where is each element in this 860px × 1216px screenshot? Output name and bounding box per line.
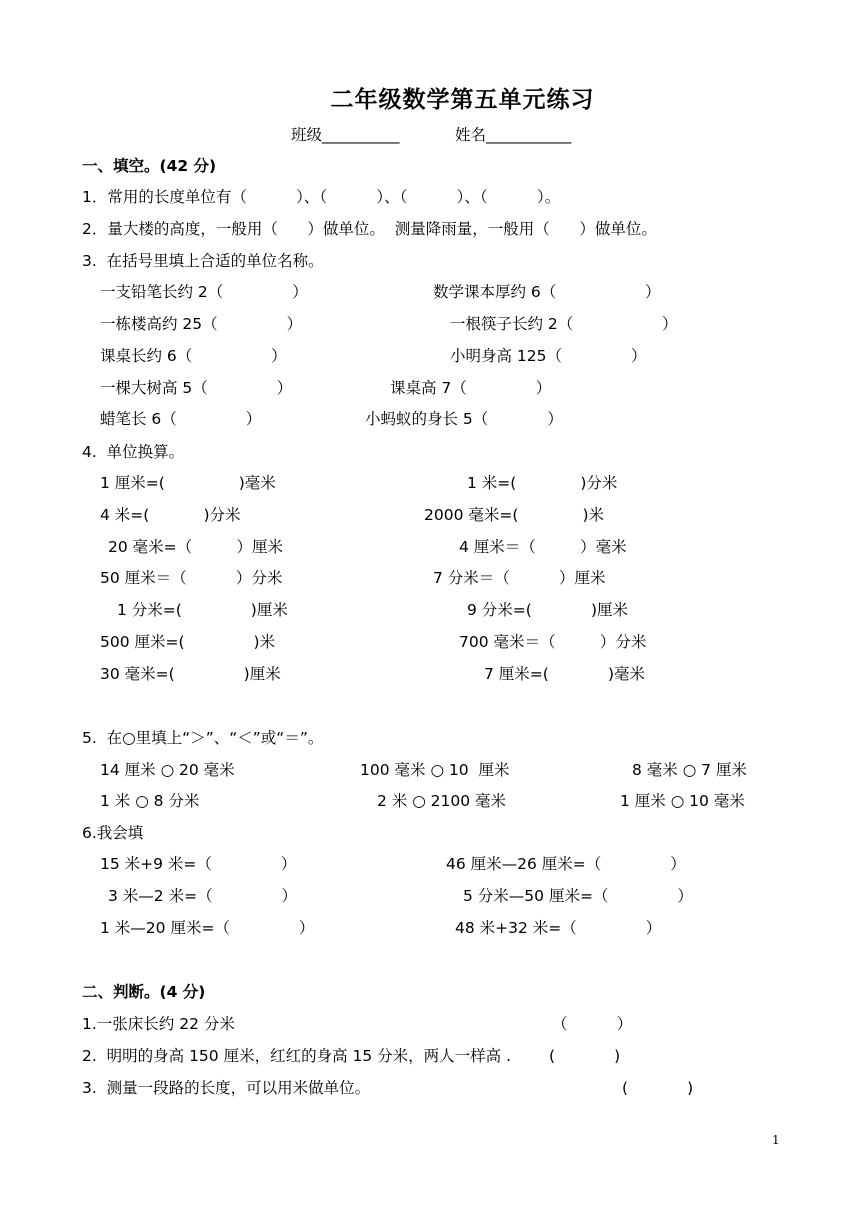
q3-item: 蜡笔长 6（ ） xyxy=(100,410,262,428)
judge-item: 3. 测量一段路的长度，可以用米做单位。 xyxy=(82,1079,371,1097)
q5-item: 14 厘米 ○ 20 毫米 xyxy=(100,761,235,779)
page-number: 1 xyxy=(772,1133,780,1147)
q3-item: 课桌长约 6（ ） xyxy=(100,347,287,365)
judge-item: 2. 明明的身高 150 厘米，红红的身高 15 分米，两人一样高 . xyxy=(82,1047,512,1065)
q5-item: 100 毫米 ○ 10 厘米 xyxy=(360,761,510,779)
question-6-prompt: 6.我会填 xyxy=(82,824,144,842)
q4-item: 30 毫米=( )厘米 xyxy=(100,665,281,683)
q4-item: 4 厘米＝（ ）毫米 xyxy=(459,538,627,556)
page-title: 二年级数学第五单元练习 xyxy=(330,87,595,113)
q3-item: 一栋楼高约 25（ ） xyxy=(100,315,303,333)
question-1: 1．常用的长度单位有（ ）、（ ）、（ ）、（ ）。 xyxy=(82,188,561,206)
q3-item: 小蚂蚁的身长 5（ ） xyxy=(365,410,563,428)
judge-item: 1.一张床长约 22 分米 xyxy=(82,1015,235,1033)
class-field: 班级__________ xyxy=(291,126,400,144)
q5-item: 1 厘米 ○ 10 毫米 xyxy=(620,792,745,810)
q4-item: 50 厘米＝（ ）分米 xyxy=(100,569,283,587)
q3-item: 课桌高 7（ ） xyxy=(390,379,552,397)
q4-item: 20 毫米=（ ）厘米 xyxy=(108,538,283,556)
q5-item: 8 毫米 ○ 7 厘米 xyxy=(632,761,747,779)
question-4-prompt: 4. 单位换算。 xyxy=(82,443,185,461)
question-2: 2．量大楼的高度，一般用（ ）做单位。 测量降雨量，一般用（ ）做单位。 xyxy=(82,220,657,238)
q5-item: 2 米 ○ 2100 毫米 xyxy=(377,792,507,810)
q5-item: 1 米 ○ 8 分米 xyxy=(100,792,200,810)
section2-heading: 二、判断。(4 分) xyxy=(82,983,206,1001)
judge-blank: （ ） xyxy=(552,1015,633,1033)
name-field: 姓名___________ xyxy=(455,126,572,144)
q6-item: 5 分米—50 厘米=（ ） xyxy=(463,887,693,905)
q4-item: 1 米=( )分米 xyxy=(467,474,618,492)
q6-item: 46 厘米—26 厘米=（ ） xyxy=(446,855,686,873)
q4-item: 9 分米=( )厘米 xyxy=(467,601,628,619)
q3-item: 一根筷子长约 2（ ） xyxy=(450,315,678,333)
q3-item: 一支铅笔长约 2（ ） xyxy=(100,283,308,301)
q3-item: 数学课本厚约 6（ ） xyxy=(433,283,661,301)
section1-heading: 一、填空。(42 分) xyxy=(82,157,217,175)
q4-item: 4 米=( )分米 xyxy=(100,506,241,524)
q6-item: 1 米—20 厘米=（ ） xyxy=(100,919,315,937)
q4-item: 7 厘米=( )毫米 xyxy=(484,665,645,683)
q4-item: 500 厘米=( )米 xyxy=(100,633,276,651)
q4-item: 1 厘米=( )毫米 xyxy=(100,474,276,492)
judge-blank: ( ) xyxy=(622,1079,694,1097)
q6-item: 3 米—2 米=（ ） xyxy=(108,887,298,905)
q3-item: 小明身高 125（ ） xyxy=(450,347,647,365)
question-3-prompt: 3. 在括号里填上合适的单位名称。 xyxy=(82,252,324,270)
q4-item: 1 分米=( )厘米 xyxy=(117,601,288,619)
q6-item: 48 米+32 米=（ ） xyxy=(455,919,662,937)
judge-blank: ( ) xyxy=(549,1047,621,1065)
q4-item: 2000 毫米=( )米 xyxy=(424,506,605,524)
q4-item: 7 分米＝（ ）厘米 xyxy=(433,569,606,587)
question-5-prompt: 5. 在○里填上“＞”、“＜”或“＝”。 xyxy=(82,729,324,747)
q6-item: 15 米+9 米=（ ） xyxy=(100,855,297,873)
q3-item: 一棵大树高 5（ ） xyxy=(100,379,293,397)
q4-item: 700 毫米＝（ ）分米 xyxy=(459,633,647,651)
